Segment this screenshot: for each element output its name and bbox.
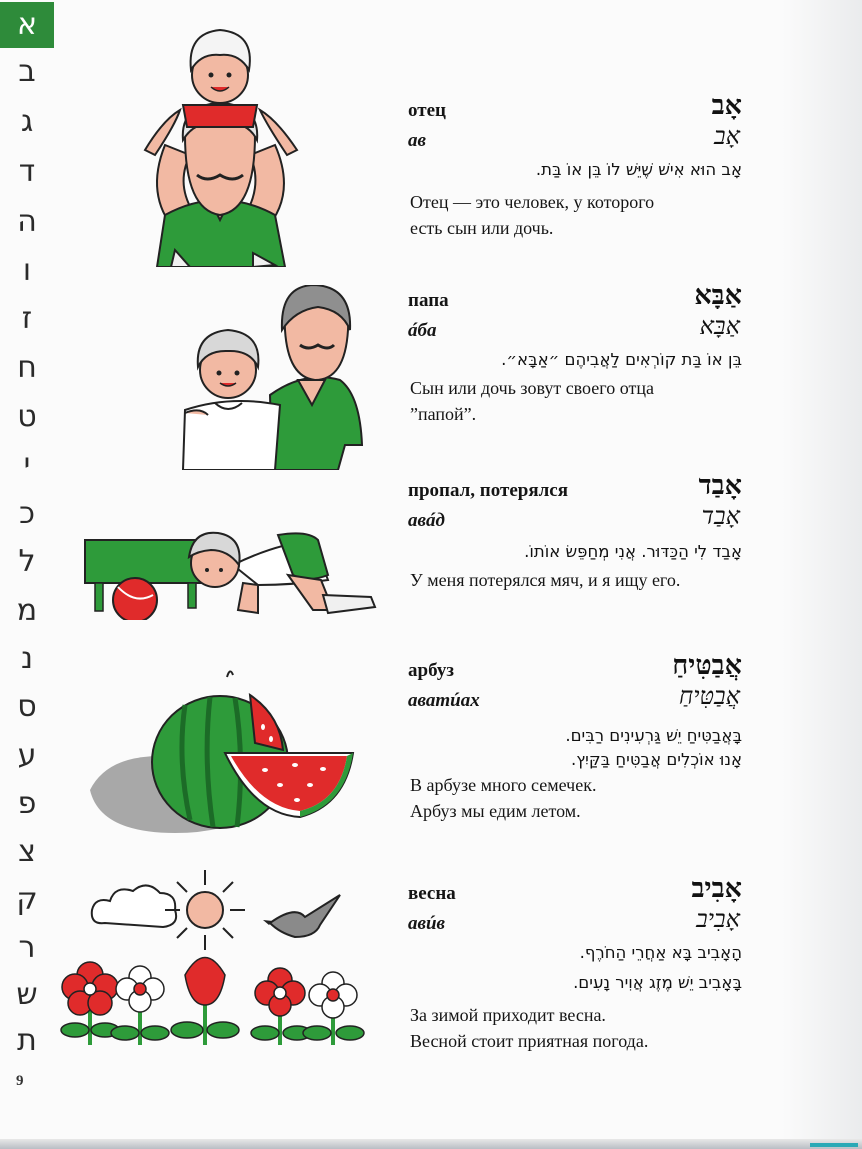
- transliteration: аватúах: [408, 690, 480, 711]
- watermelon-illustration: [85, 665, 360, 835]
- alphabet-letter[interactable]: ז: [21, 301, 33, 336]
- transliteration: áба: [408, 320, 437, 341]
- russian-sentence: Сын или дочь зовут своего отца: [410, 378, 654, 398]
- russian-word: пропал, потерялся: [408, 480, 568, 501]
- transliteration: ав: [408, 130, 426, 151]
- hebrew-script-word: אָבִיב: [696, 905, 740, 933]
- russian-sentence: Арбуз мы едим летом.: [410, 801, 581, 821]
- hebrew-word: אָבַד: [698, 470, 742, 501]
- hebrew-word: אֲבַטִּיחַ: [672, 650, 742, 681]
- alphabet-letter[interactable]: ה: [17, 204, 37, 239]
- hebrew-sentence: אָב הוּא אִישׁ שֶׁיֵּשׁ לוֹ בֵּן אוֹ בַּת.: [535, 160, 742, 179]
- alphabet-letter[interactable]: כ: [19, 496, 35, 531]
- transliteration: авúв: [408, 913, 446, 934]
- hebrew-sentence: אָבַד לִי הַכַּדּוּר. אֲנִי מְחַפֵּשׂ אוֹתוֹ.: [524, 542, 742, 561]
- russian-sentence: Весной стоит приятная погода.: [410, 1031, 649, 1051]
- transliteration: авáд: [408, 510, 445, 531]
- page-number: 9: [16, 1073, 24, 1089]
- father-son-illustration: [135, 15, 305, 267]
- alphabet-letter[interactable]: ת: [17, 1023, 37, 1058]
- hebrew-sentence: בָּאָבִיב יֵשׁ מֶזֶג אֲוִיר נָעִים.: [573, 973, 742, 992]
- alphabet-letter[interactable]: ב: [18, 54, 36, 89]
- alphabet-letter[interactable]: נ: [20, 641, 33, 676]
- russian-word: отец: [408, 100, 446, 121]
- alphabet-letter[interactable]: צ: [18, 834, 36, 869]
- page-corner-accent: [810, 1143, 858, 1147]
- alphabet-letter[interactable]: ד: [18, 154, 36, 189]
- page-bottom-edge: [0, 1139, 862, 1149]
- russian-sentence: За зимой приходит весна.: [410, 1005, 606, 1025]
- russian-sentence: В арбузе много семечек.: [410, 775, 597, 795]
- hebrew-word: אַבָּא: [694, 280, 742, 311]
- dictionary-entry: [408, 470, 742, 600]
- alphabet-letter[interactable]: ר: [18, 930, 36, 965]
- russian-sentence: есть сын или дочь.: [410, 218, 554, 238]
- hebrew-sentence: הָאָבִיב בָּא אַחֲרֵי הַחֹרֶף.: [579, 943, 742, 962]
- dictionary-entry: [408, 280, 742, 440]
- russian-word: папа: [408, 290, 449, 311]
- alphabet-letter[interactable]: פ: [17, 786, 37, 821]
- dictionary-entry: [408, 650, 742, 830]
- alphabet-letter[interactable]: ל: [18, 544, 36, 579]
- spring-illustration: [55, 865, 375, 1055]
- hebrew-word: אָבִיב: [691, 873, 742, 904]
- hebrew-script-word: אֲבַטִּיחַ: [679, 682, 740, 710]
- dictionary-entry: [408, 873, 742, 1063]
- hebrew-script-word: אַבָּא: [699, 312, 740, 340]
- alphabet-letter[interactable]: ע: [17, 738, 37, 773]
- dictionary-entry: [408, 90, 742, 250]
- russian-sentence: Отец — это человек, у которого: [410, 192, 655, 212]
- alphabet-letter[interactable]: ש: [16, 977, 38, 1012]
- page-shade: [782, 0, 862, 1149]
- hebrew-word: אָב: [711, 90, 742, 121]
- hebrew-sentence: בָּאֲבַטִּיחַ יֵשׁ גַּרְעִינִים רַבִּים.: [565, 726, 742, 745]
- russian-sentence: ”папой”.: [410, 404, 477, 424]
- russian-word: арбуз: [408, 660, 454, 681]
- alphabet-letter[interactable]: ח: [17, 350, 37, 385]
- alphabet-letter[interactable]: ס: [17, 689, 37, 724]
- hebrew-sentence: אָנוּ אוֹכְלִים אֲבַטִּיחַ בַּקַּיִץ.: [571, 750, 742, 769]
- alphabet-letter[interactable]: ג: [20, 104, 34, 139]
- alphabet-letter[interactable]: ק: [16, 882, 38, 917]
- alphabet-letter[interactable]: ו: [22, 253, 32, 288]
- alphabet-letter[interactable]: ט: [17, 399, 37, 434]
- alphabet-letter[interactable]: מ: [16, 593, 38, 628]
- alphabet-letter[interactable]: י: [23, 447, 31, 482]
- hebrew-script-word: אָב: [714, 122, 740, 150]
- russian-sentence: У меня потерялся мяч, и я ищу его.: [410, 570, 681, 590]
- father-hug-illustration: [180, 285, 365, 470]
- hebrew-sentence: בֵּן אוֹ בַּת קוֹרְאִים לַאֲבִיהֶם ״אַבָּא״.: [501, 350, 742, 369]
- hebrew-script-word: אָבַד: [701, 502, 740, 530]
- lost-ball-illustration: [83, 525, 378, 620]
- alphabet-letter-active[interactable]: א: [0, 2, 54, 48]
- russian-word: весна: [408, 883, 456, 904]
